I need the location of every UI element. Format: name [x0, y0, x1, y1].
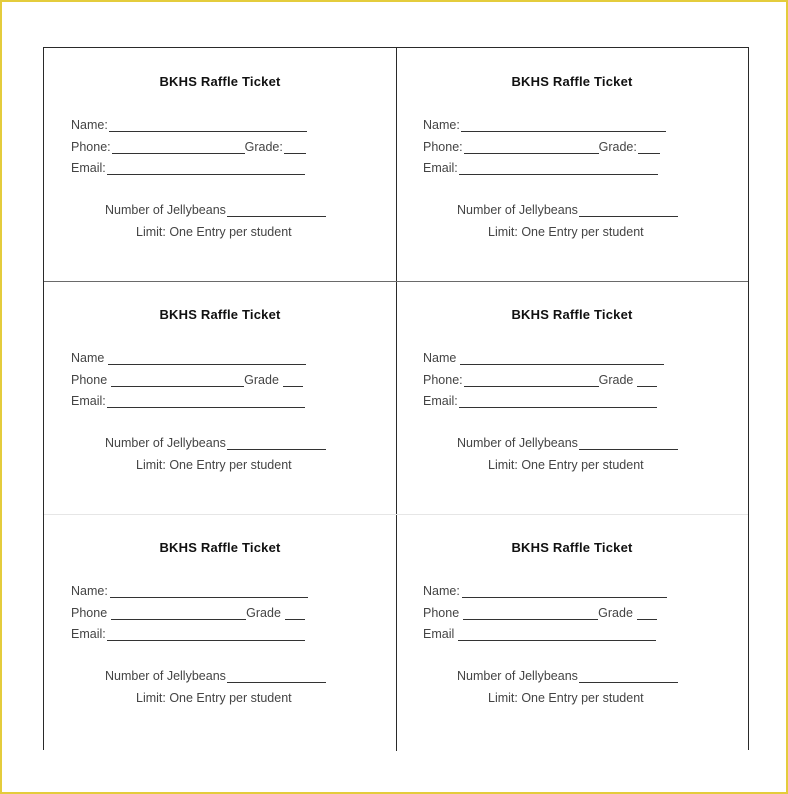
raffle-ticket [44, 514, 396, 747]
phone-blank[interactable] [111, 374, 244, 387]
email-field[interactable] [71, 394, 305, 410]
email-blank[interactable] [107, 395, 305, 408]
phone-field[interactable] [71, 140, 306, 156]
name-label: Name [71, 351, 105, 365]
name-label: Name: [423, 584, 460, 598]
grade-label: Grade [246, 606, 281, 620]
name-field[interactable] [71, 584, 308, 600]
jellybeans-field[interactable] [105, 669, 326, 683]
ticket-title: BKHS Raffle Ticket [511, 74, 633, 89]
email-blank[interactable] [459, 162, 658, 175]
jellybeans-field[interactable] [457, 203, 678, 217]
jellybeans-field[interactable] [105, 436, 326, 450]
phone-field[interactable] [423, 606, 657, 622]
name-label: Name [423, 351, 457, 365]
phone-blank[interactable] [111, 607, 246, 620]
email-blank[interactable] [107, 162, 305, 175]
limit-text: Limit: One Entry per student [136, 225, 292, 239]
name-field[interactable] [71, 351, 306, 367]
name-blank[interactable] [110, 585, 308, 598]
name-blank[interactable] [108, 352, 306, 365]
phone-field[interactable] [71, 606, 305, 622]
limit-text: Limit: One Entry per student [488, 225, 644, 239]
email-field[interactable] [71, 627, 305, 643]
jellybeans-label: Number of Jellybeans [457, 436, 578, 450]
jellybeans-label: Number of Jellybeans [105, 436, 226, 450]
phone-blank[interactable] [464, 374, 599, 387]
ticket-title: BKHS Raffle Ticket [511, 540, 633, 555]
limit-text: Limit: One Entry per student [488, 458, 644, 472]
phone-label: Phone: [423, 140, 463, 154]
grade-label: Grade: [244, 140, 283, 154]
grade-blank[interactable] [283, 374, 303, 387]
raffle-ticket [44, 281, 396, 514]
phone-label: Phone: [71, 140, 111, 154]
ticket-title: BKHS Raffle Ticket [159, 74, 281, 89]
name-blank[interactable] [462, 585, 667, 598]
email-label: Email: [423, 394, 458, 408]
email-label: Email: [71, 161, 106, 175]
phone-label: Phone [71, 373, 108, 387]
email-label: Email [423, 627, 455, 641]
limit-text: Limit: One Entry per student [136, 691, 292, 705]
raffle-ticket [396, 48, 748, 281]
email-label: Email: [423, 161, 458, 175]
phone-field[interactable] [71, 373, 303, 389]
raffle-ticket [44, 48, 396, 281]
jellybeans-label: Number of Jellybeans [105, 203, 226, 217]
grade-label: Grade: [598, 140, 637, 154]
phone-field[interactable] [423, 373, 657, 389]
jellybeans-field[interactable] [457, 436, 678, 450]
name-field[interactable] [423, 351, 664, 367]
jellybeans-label: Number of Jellybeans [457, 203, 578, 217]
grade-blank[interactable] [638, 141, 660, 154]
name-field[interactable] [423, 584, 667, 600]
jellybeans-blank[interactable] [579, 437, 678, 450]
jellybeans-blank[interactable] [227, 204, 326, 217]
email-label: Email: [71, 394, 106, 408]
jellybeans-label: Number of Jellybeans [105, 669, 226, 683]
raffle-ticket [396, 281, 748, 514]
email-field[interactable] [71, 161, 305, 177]
name-blank[interactable] [461, 119, 666, 132]
email-field[interactable] [423, 627, 656, 643]
jellybeans-field[interactable] [105, 203, 326, 217]
email-blank[interactable] [107, 628, 305, 641]
grade-blank[interactable] [637, 607, 657, 620]
phone-label: Phone: [423, 373, 463, 387]
email-label: Email: [71, 627, 106, 641]
name-label: Name: [71, 118, 108, 132]
ticket-title: BKHS Raffle Ticket [511, 307, 633, 322]
name-blank[interactable] [460, 352, 664, 365]
raffle-ticket [396, 514, 748, 747]
phone-blank[interactable] [112, 141, 245, 154]
ticket-title: BKHS Raffle Ticket [159, 540, 281, 555]
name-field[interactable] [71, 118, 307, 134]
name-label: Name: [423, 118, 460, 132]
phone-field[interactable] [423, 140, 660, 156]
jellybeans-label: Number of Jellybeans [457, 669, 578, 683]
limit-text: Limit: One Entry per student [488, 691, 644, 705]
jellybeans-blank[interactable] [579, 204, 678, 217]
jellybeans-blank[interactable] [227, 670, 326, 683]
phone-label: Phone [423, 606, 460, 620]
phone-label: Phone [71, 606, 108, 620]
grade-label: Grade [244, 373, 279, 387]
email-blank[interactable] [458, 628, 656, 641]
ticket-sheet [43, 47, 749, 750]
email-field[interactable] [423, 394, 657, 410]
jellybeans-field[interactable] [457, 669, 678, 683]
grade-label: Grade [598, 373, 634, 387]
grade-blank[interactable] [284, 141, 306, 154]
jellybeans-blank[interactable] [579, 670, 678, 683]
jellybeans-blank[interactable] [227, 437, 326, 450]
ticket-title: BKHS Raffle Ticket [159, 307, 281, 322]
phone-blank[interactable] [464, 141, 599, 154]
email-blank[interactable] [459, 395, 657, 408]
name-blank[interactable] [109, 119, 307, 132]
email-field[interactable] [423, 161, 658, 177]
grade-label: Grade [598, 606, 633, 620]
name-label: Name: [71, 584, 108, 598]
grade-blank[interactable] [637, 374, 657, 387]
name-field[interactable] [423, 118, 666, 134]
limit-text: Limit: One Entry per student [136, 458, 292, 472]
grade-blank[interactable] [285, 607, 305, 620]
phone-blank[interactable] [463, 607, 598, 620]
